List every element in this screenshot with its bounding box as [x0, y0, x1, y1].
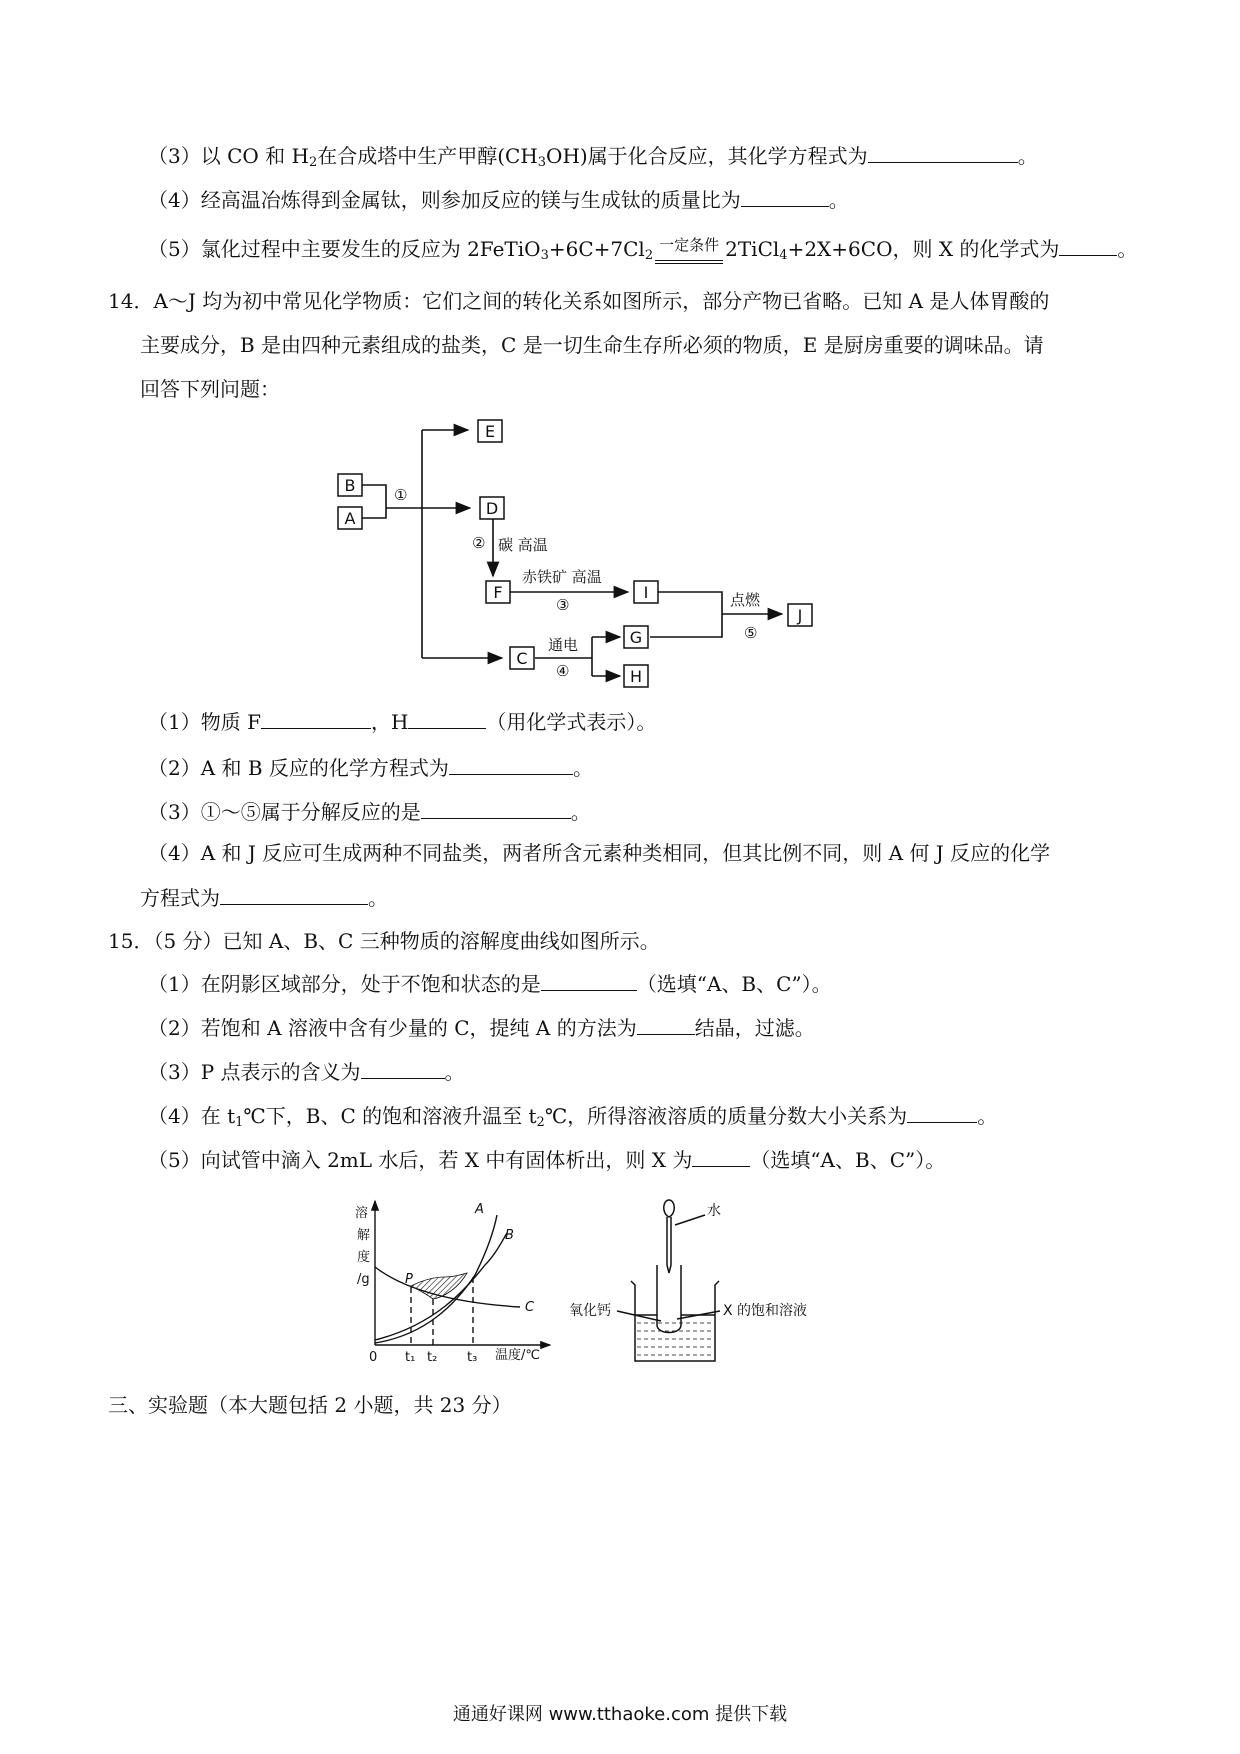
- x-axis-label: 温度/℃: [495, 1348, 540, 1363]
- page-footer: 通通好课网 www.tthaoke.com 提供下载: [452, 1704, 788, 1725]
- reaction-3-condition: 赤铁矿 高温: [522, 568, 602, 586]
- reaction-5: ⑤: [744, 624, 758, 642]
- q13-part4: （4）经高温冶炼得到金属钛，则参加反应的镁与生成钛的质量比为 。: [148, 188, 849, 212]
- label-e: E: [484, 422, 496, 441]
- solubility-curve-figure: [345, 1195, 560, 1370]
- label-f: F: [493, 583, 503, 602]
- reaction-2: ②: [472, 534, 486, 552]
- reaction-1: ①: [394, 486, 408, 504]
- section-3-heading: 三、实验题（本大题包括 2 小题，共 23 分）: [108, 1393, 512, 1417]
- y-label-char-1: 溶: [355, 1206, 369, 1221]
- answer-blank[interactable]: [741, 186, 829, 207]
- label-b: B: [344, 476, 356, 495]
- test-tube: [657, 1265, 681, 1333]
- label-i: I: [643, 583, 649, 602]
- reaction-4-condition: 通电: [548, 636, 579, 654]
- answer-blank[interactable]: [907, 1102, 977, 1123]
- y-label-char-2: 解: [357, 1228, 371, 1243]
- q15-part1: （1）在阴影区域部分，处于不饱和状态的是 （选填“A、B、C”）。: [148, 972, 832, 996]
- tick-t1: t₁: [405, 1350, 416, 1365]
- reaction-2-condition: 碳 高温: [498, 536, 548, 554]
- answer-blank[interactable]: [220, 884, 368, 905]
- reaction-4: ④: [556, 662, 570, 680]
- point-p-label: P: [405, 1272, 413, 1287]
- tick-t3: t₃: [467, 1350, 478, 1365]
- y-label-char-4: /g: [357, 1272, 370, 1287]
- q14-part1: （1）物质 F ，H （用化学式表示）。: [148, 710, 657, 734]
- conversion-diagram: [320, 400, 840, 710]
- q15-part4: （4）在 $t_1℃$下，B、C 的饱和溶液升温至 $t_2℃$，所得溶液溶质的质量分数大小关系为 。: [148, 1104, 998, 1130]
- calcium-oxide-label: 氧化钙: [569, 1303, 611, 1319]
- origin-label: 0: [369, 1350, 378, 1365]
- curve-b-label: B: [505, 1228, 514, 1243]
- q15-part3: （3）P 点表示的含义为 。: [148, 1060, 465, 1084]
- tick-t2: t₂: [427, 1350, 438, 1365]
- answer-blank[interactable]: [692, 1146, 750, 1167]
- q14-intro-line2: 主要成分，B 是由四种元素组成的盐类，C 是一切生命生存所必须的物质，E 是厨房重要的调味品。请: [140, 333, 1044, 357]
- label-d: D: [485, 499, 499, 518]
- q15-part2: （2）若饱和 A 溶液中含有少量的 C，提纯 A 的方法为 结晶，过滤。: [148, 1016, 815, 1040]
- x-saturated-solution-label: X 的饱和溶液: [723, 1303, 808, 1319]
- q14-part4-line1: （4）A 和 J 反应可生成两种不同盐类，两者所含元素种类相同，但其比例不同，则 A 何 J 反应的化学: [148, 841, 1051, 865]
- q14-part2: （2）A 和 B 反应的化学方程式为 。: [148, 756, 593, 780]
- dropper-tube: [667, 1217, 671, 1273]
- answer-blank[interactable]: [361, 1058, 445, 1079]
- q14-intro-line3: 回答下列问题：: [140, 377, 280, 401]
- reaction-3: ③: [556, 596, 570, 614]
- label-g: G: [629, 628, 643, 647]
- beaker: [631, 1281, 719, 1361]
- dropper-bulb: [664, 1200, 675, 1217]
- label-h: H: [629, 667, 643, 686]
- label-j: J: [797, 606, 803, 625]
- answer-blank[interactable]: [408, 708, 486, 729]
- q14-part3: （3）①～⑤属于分解反应的是 。: [148, 800, 591, 824]
- label-c: C: [516, 649, 528, 668]
- answer-blank[interactable]: [261, 708, 371, 729]
- answer-blank[interactable]: [421, 798, 571, 819]
- water-label: 水: [707, 1203, 721, 1219]
- q14-intro-line1: 14．A～J 均为初中常见化学物质：它们之间的转化关系如图所示，部分产物已省略。已知 A 是人体胃酸的: [108, 289, 1050, 313]
- answer-blank[interactable]: [449, 754, 573, 775]
- answer-blank[interactable]: [541, 970, 637, 991]
- q15-part5: （5）向试管中滴入 2mL 水后，若 X 中有固体析出，则 X 为 （选填“A、B、C”）。: [148, 1148, 946, 1172]
- answer-blank[interactable]: [1059, 235, 1117, 256]
- water-leader: [675, 1215, 705, 1225]
- q15-intro: 15．（5 分）已知 A、B、C 三种物质的溶解度曲线如图所示。: [108, 929, 660, 953]
- beaker-experiment-figure: [565, 1195, 830, 1370]
- answer-blank[interactable]: [637, 1014, 695, 1035]
- q13-part3: （3）以 CO 和 $H_2$在合成塔中生产甲醇$(CH_3OH)$属于化合反应，其化学方程式为 。: [148, 144, 1038, 170]
- reaction-5-condition: 点燃: [730, 591, 761, 609]
- answer-blank[interactable]: [868, 142, 1018, 163]
- left-leader: [617, 1311, 661, 1321]
- label-a: A: [344, 509, 356, 528]
- curve-c-label: C: [525, 1300, 535, 1315]
- q13-part5: （5）氯化过程中主要发生的反应为 $2FeTiO_3+6C+7Cl_2$一定条件 2TiCl$_4$+2X+6CO，则 X 的化学式为 。: [148, 232, 1137, 262]
- y-label-char-3: 度: [357, 1250, 371, 1265]
- reaction-condition: 一定条件: [655, 232, 723, 258]
- curve-a-label: A: [475, 1202, 484, 1217]
- q14-part4-line2: 方程式为 。: [140, 886, 388, 910]
